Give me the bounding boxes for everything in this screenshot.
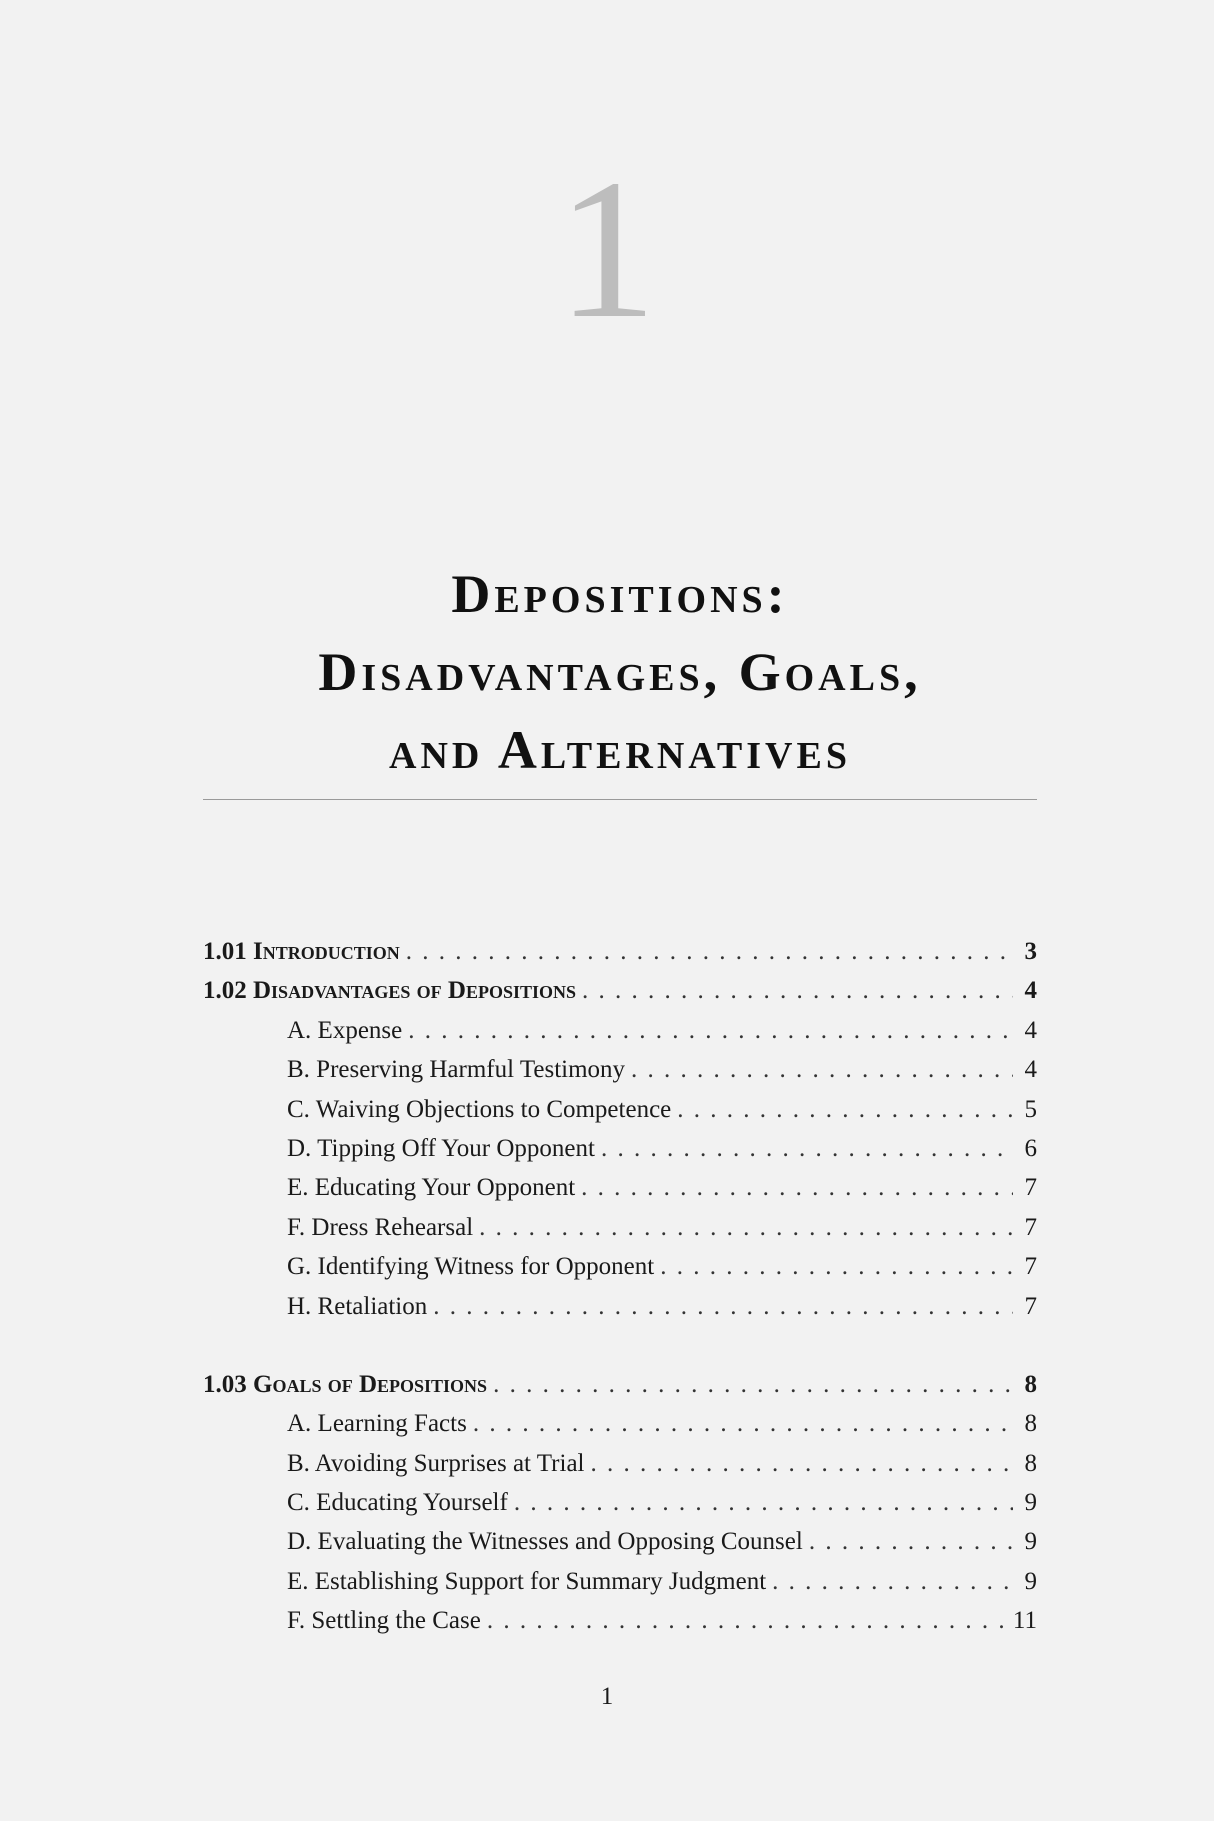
toc-entry-page: 9	[1024, 1489, 1037, 1517]
toc-item[interactable]	[203, 1489, 1037, 1528]
toc-entry-page: 8	[1024, 1370, 1037, 1398]
toc-dot-leader	[677, 1096, 1013, 1124]
toc-entry-label: F. Settling the Case	[287, 1607, 481, 1635]
toc-entry-page: 8	[1024, 1410, 1037, 1438]
toc-entry-label: D. Evaluating the Witnesses and Opposing Counsel	[287, 1528, 803, 1556]
toc-dot-leader	[581, 1174, 1013, 1202]
toc-dot-leader	[408, 1017, 1013, 1045]
toc-item[interactable]	[203, 1528, 1037, 1567]
toc-section-goals[interactable]	[203, 1371, 1037, 1410]
toc-entry-page: 9	[1024, 1528, 1037, 1556]
toc-entry-page: 7	[1024, 1292, 1037, 1320]
toc-entry-label: C. Waiving Objections to Competence	[287, 1095, 672, 1123]
table-of-contents	[203, 938, 1037, 1647]
toc-item[interactable]	[203, 1056, 1037, 1095]
toc-dot-leader	[479, 1214, 1013, 1242]
chapter-title	[203, 555, 1037, 789]
chapter-title-line: and Alternatives	[389, 720, 851, 780]
toc-item[interactable]	[203, 1017, 1037, 1056]
toc-dot-leader	[406, 938, 1013, 966]
page-number: 1	[600, 1683, 614, 1710]
toc-entry-label: A. Learning Facts	[287, 1410, 467, 1438]
toc-entry-page: 9	[1024, 1567, 1037, 1595]
toc-entry-page: 6	[1024, 1134, 1037, 1162]
toc-item[interactable]	[203, 1568, 1037, 1607]
toc-dot-leader	[809, 1528, 1013, 1556]
toc-entry-page: 11	[1012, 1607, 1037, 1635]
toc-entry-label: A. Expense	[287, 1016, 403, 1044]
toc-section-spacer	[203, 1332, 1037, 1371]
toc-entry-page: 5	[1024, 1095, 1037, 1123]
chapter-title-line: Disadvantages, Goals,	[318, 642, 922, 702]
toc-entry-label: E. Establishing Support for Summary Judgment	[287, 1567, 767, 1595]
toc-entry-page: 7	[1024, 1253, 1037, 1281]
chapter-title-line: Depositions:	[451, 564, 789, 624]
toc-entry-page: 4	[1024, 977, 1037, 1005]
toc-entry-label: D. Tipping Off Your Opponent	[287, 1134, 595, 1162]
title-divider	[203, 799, 1037, 800]
toc-dot-leader	[487, 1607, 1003, 1635]
toc-item[interactable]	[203, 1174, 1037, 1213]
toc-item[interactable]	[203, 1607, 1037, 1646]
toc-item[interactable]	[203, 1253, 1037, 1292]
toc-dot-leader	[591, 1450, 1014, 1478]
toc-dot-leader	[473, 1410, 1013, 1438]
toc-dot-leader	[493, 1371, 1013, 1399]
toc-entry-page: 4	[1024, 1056, 1037, 1084]
toc-item[interactable]	[203, 1214, 1037, 1253]
toc-entry-label: G. Identifying Witness for Opponent	[287, 1253, 655, 1281]
toc-dot-leader	[660, 1253, 1013, 1281]
toc-item[interactable]	[203, 1450, 1037, 1489]
toc-entry-page: 7	[1024, 1213, 1037, 1241]
toc-entry-label: B. Avoiding Surprises at Trial	[287, 1449, 585, 1477]
toc-section-disadvantages[interactable]	[203, 977, 1037, 1016]
toc-entry-label: 1.02 Disadvantages of Depositions	[203, 977, 577, 1005]
toc-entry-label: H. Retaliation	[287, 1292, 428, 1320]
toc-entry-page: 3	[1024, 938, 1037, 965]
toc-entry-label: C. Educating Yourself	[287, 1489, 508, 1517]
toc-dot-leader	[514, 1489, 1013, 1517]
toc-entry-label: F. Dress Rehearsal	[287, 1213, 474, 1241]
toc-entry-label: 1.01 Introduction	[203, 938, 400, 965]
toc-item[interactable]	[203, 1410, 1037, 1449]
toc-entry-page: 7	[1024, 1174, 1037, 1202]
toc-dot-leader	[433, 1293, 1013, 1321]
toc-entry-page: 8	[1024, 1449, 1037, 1477]
toc-dot-leader	[601, 1135, 1013, 1163]
toc-section-introduction[interactable]	[203, 938, 1037, 977]
toc-dot-leader	[582, 977, 1013, 1005]
toc-dot-leader	[772, 1568, 1013, 1596]
toc-entry-label: B. Preserving Harmful Testimony	[287, 1056, 626, 1084]
toc-item[interactable]	[203, 1293, 1037, 1332]
toc-dot-leader	[631, 1056, 1013, 1084]
toc-entry-label: E. Educating Your Opponent	[287, 1174, 576, 1202]
toc-item[interactable]	[203, 1096, 1037, 1135]
chapter-number: 1	[557, 139, 657, 360]
toc-entry-label: 1.03 Goals of Depositions	[203, 1370, 488, 1398]
toc-item[interactable]	[203, 1135, 1037, 1174]
toc-entry-page: 4	[1024, 1016, 1037, 1044]
